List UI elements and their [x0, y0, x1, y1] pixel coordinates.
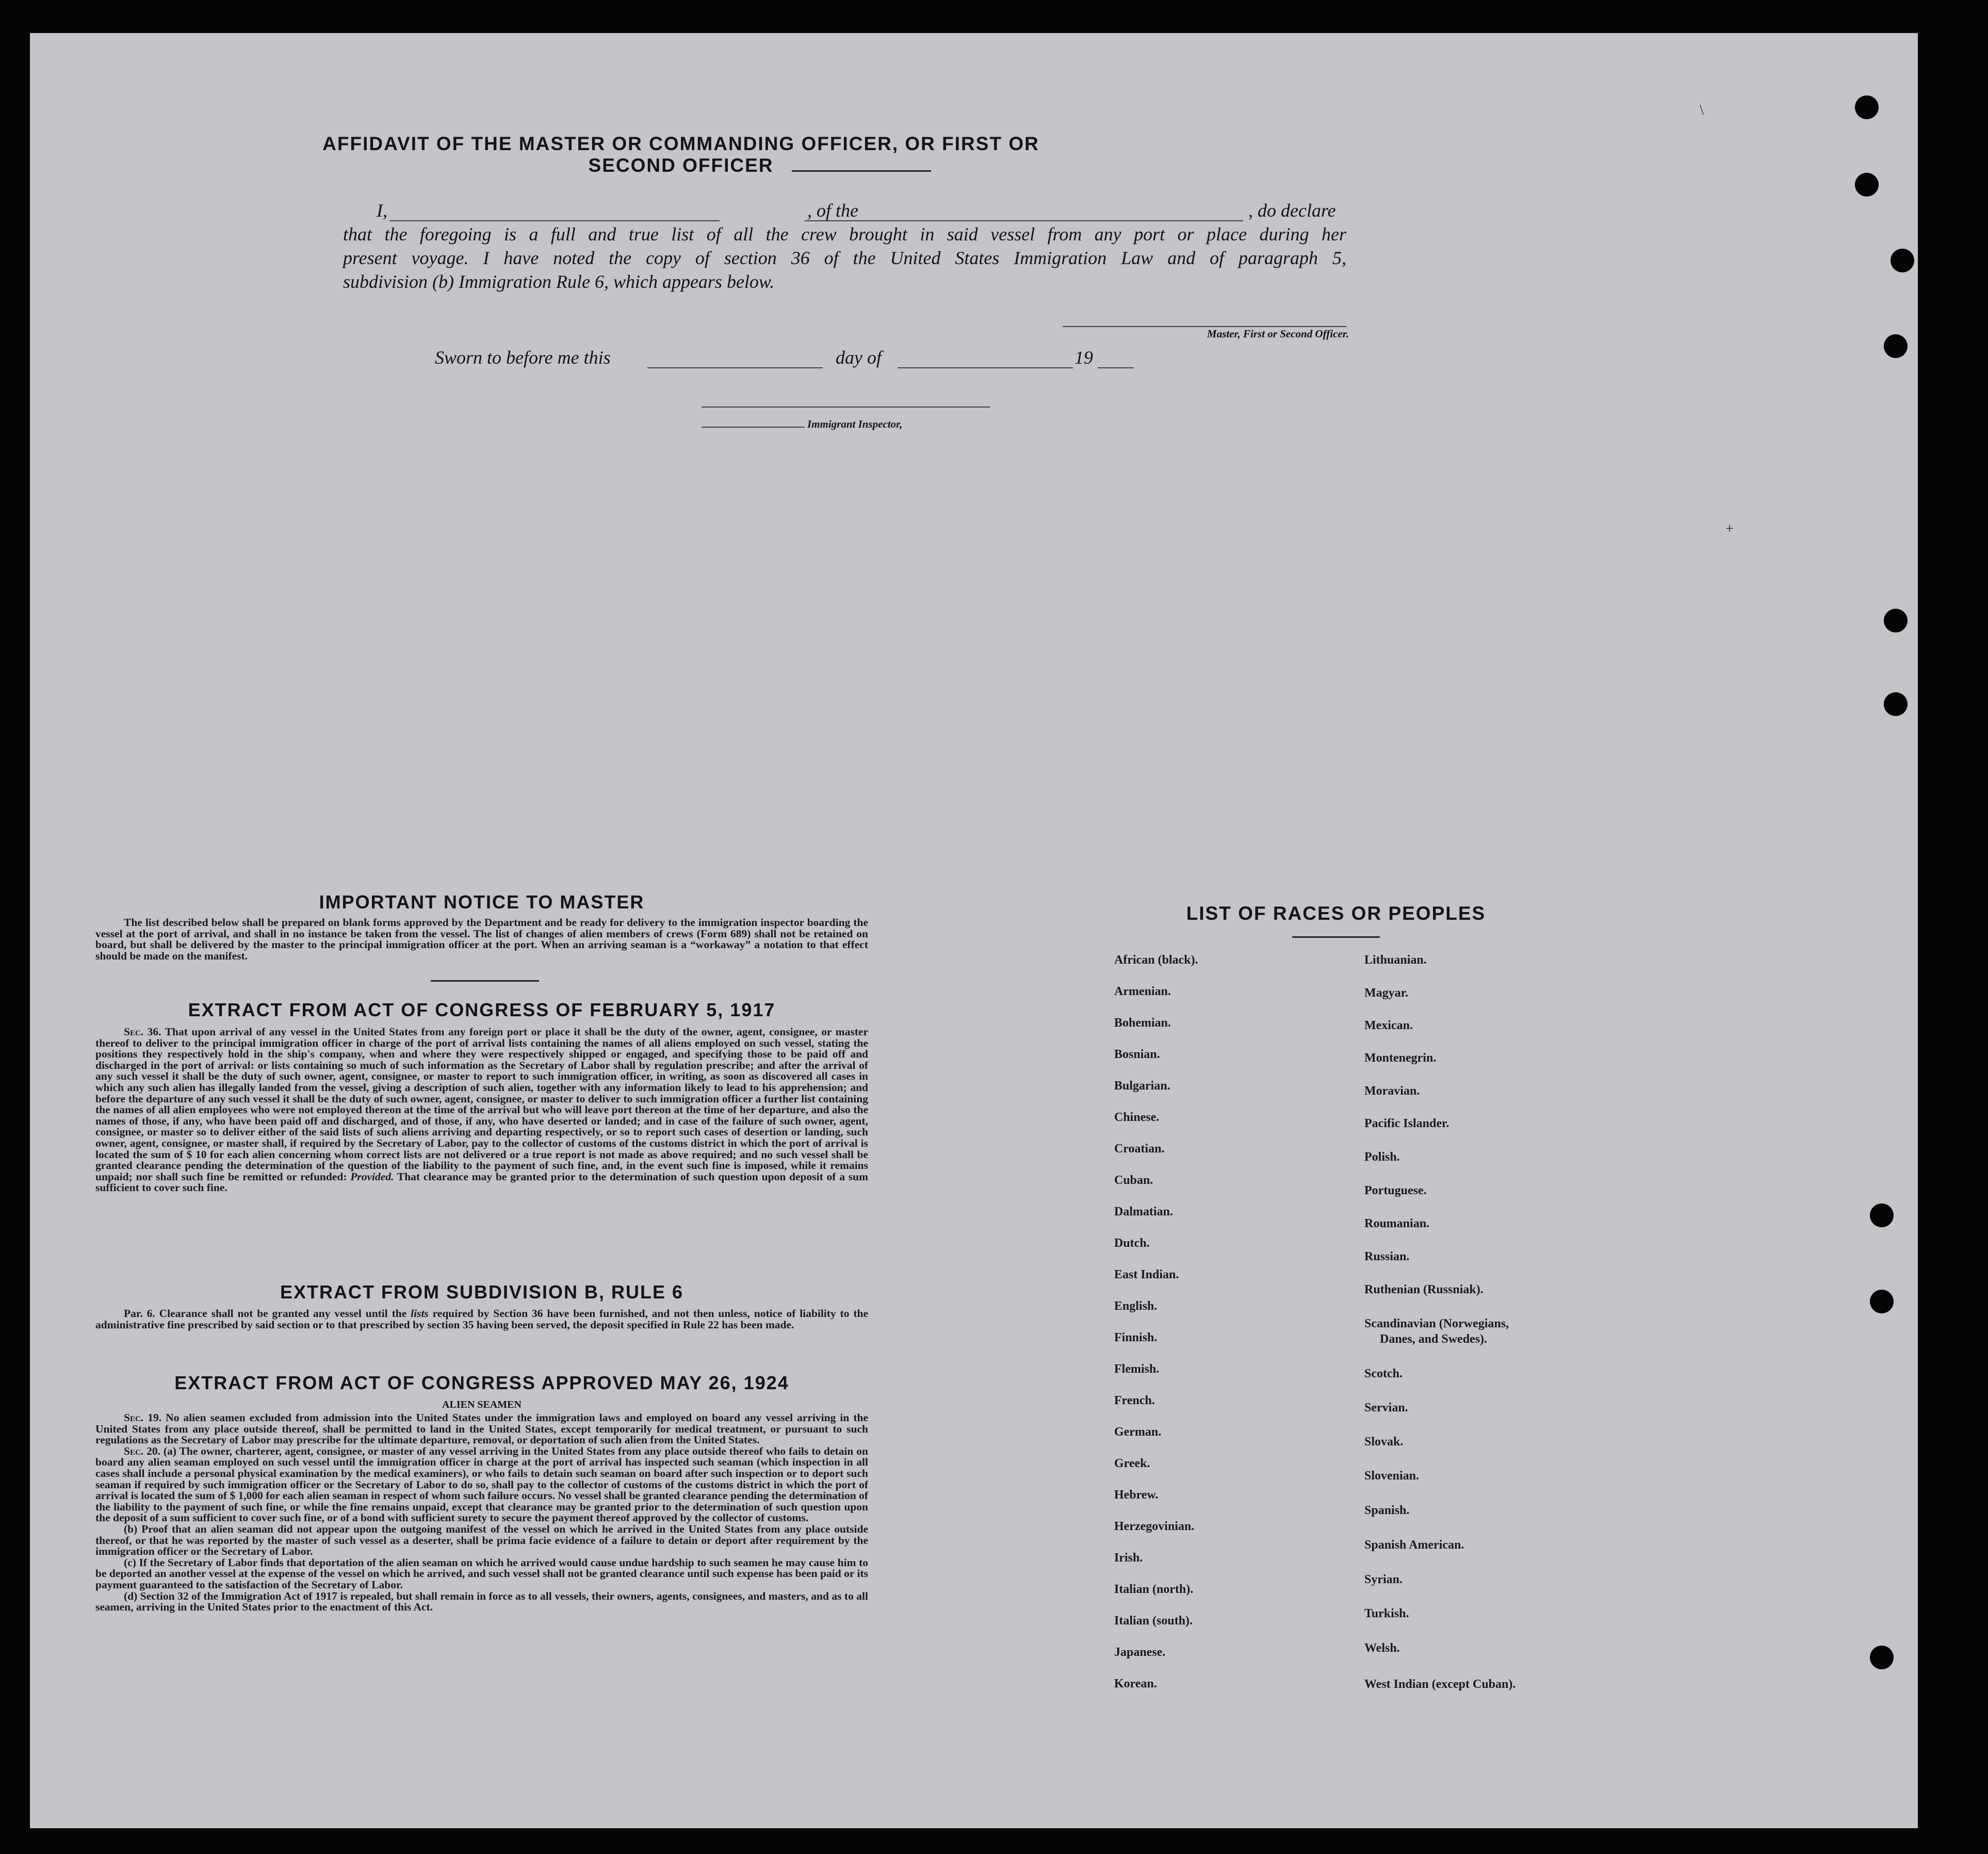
- signature-blank-field[interactable]: [1063, 326, 1346, 327]
- races-rule: [1292, 936, 1380, 938]
- alien-seamen-subtitle: ALIEN SEAMEN: [442, 1399, 522, 1410]
- binder-hole: [1884, 692, 1908, 716]
- race-item: Herzegovinian.: [1114, 1520, 1195, 1533]
- race-item: Lithuanian.: [1364, 953, 1427, 967]
- race-item: Scandinavian (Norwegians,: [1364, 1317, 1509, 1330]
- extract-1917-title: EXTRACT FROM ACT OF CONGRESS OF FEBRUARY 5, 1917: [188, 999, 776, 1020]
- race-item: Slovenian.: [1364, 1469, 1420, 1483]
- race-item: Italian (south).: [1114, 1614, 1193, 1628]
- race-item: East Indian.: [1114, 1268, 1179, 1281]
- race-item: Greek.: [1114, 1457, 1150, 1470]
- race-item: Russian.: [1364, 1250, 1410, 1263]
- race-item: Spanish.: [1364, 1504, 1410, 1517]
- binder-hole: [1884, 609, 1908, 632]
- race-item: Scotch.: [1364, 1367, 1403, 1380]
- stray-mark: +: [1725, 521, 1734, 537]
- race-item: English.: [1114, 1299, 1158, 1313]
- sworn-day-of-text: day of: [836, 347, 882, 368]
- binder-hole: [1855, 173, 1879, 197]
- binder-hole: [1891, 249, 1914, 272]
- binder-hole: [1855, 95, 1879, 119]
- affidavit-i: I,: [377, 200, 387, 221]
- race-item: Danes, and Swedes).: [1380, 1332, 1488, 1346]
- race-item: Welsh.: [1364, 1641, 1400, 1655]
- race-item: Turkish.: [1364, 1607, 1409, 1620]
- binder-hole: [1884, 334, 1908, 358]
- name-blank-field[interactable]: [389, 220, 720, 221]
- affidavit-line: present voyage. I have noted the copy of section 36 of the United States Immigration Law and of paragraph 5,: [343, 248, 1346, 268]
- race-item: Portuguese.: [1364, 1184, 1427, 1197]
- races-title: LIST OF RACES OR PEOPLES: [1186, 903, 1486, 924]
- affidavit-title: AFFIDAVIT OF THE MASTER OR COMMANDING OFFICER, OR FIRST OR SECOND OFFICER: [322, 133, 1039, 176]
- title-rule: [792, 170, 931, 172]
- race-item: Servian.: [1364, 1401, 1408, 1414]
- race-item: Bulgarian.: [1114, 1079, 1170, 1093]
- race-item: Flemish.: [1114, 1362, 1160, 1376]
- extract-rule6-text: Par. 6. Clearance shall not be granted any vessel until the lists required by Section 36 have been furnished, and not then unless, notice of liability to the administrative fine prescribed by said section or to that prescribed by section 35 having been served, the deposit specified in Rule 22 has been made.: [95, 1307, 869, 1331]
- race-item: Dutch.: [1114, 1237, 1150, 1250]
- affidavit-of-the: , of the: [807, 200, 858, 221]
- inspector-blank-field[interactable]: [702, 406, 990, 408]
- stray-mark: \: [1700, 102, 1704, 118]
- race-item: African (black).: [1114, 953, 1198, 967]
- race-item: West Indian (except Cuban).: [1364, 1678, 1516, 1691]
- extract-1924-title: EXTRACT FROM ACT OF CONGRESS APPROVED MAY 26, 1924: [174, 1372, 789, 1393]
- sworn-year-text: 19: [1074, 347, 1093, 368]
- race-item: Bosnian.: [1114, 1048, 1160, 1061]
- affidavit-line: that the foregoing is a full and true list of all the crew brought in said vessel from any port or place during her: [343, 224, 1346, 245]
- race-item: Dalmatian.: [1114, 1205, 1173, 1218]
- affidavit-line: subdivision (b) Immigration Rule 6, which appears below.: [343, 271, 775, 292]
- race-item: Italian (north).: [1114, 1583, 1194, 1596]
- race-item: Syrian.: [1364, 1573, 1403, 1586]
- race-item: Finnish.: [1114, 1331, 1158, 1344]
- extract-rule6-title: EXTRACT FROM SUBDIVISION B, RULE 6: [280, 1281, 684, 1303]
- race-item: Bohemian.: [1114, 1016, 1171, 1030]
- inspector-label: Immigrant Inspector,: [807, 418, 903, 430]
- binder-hole: [1870, 1646, 1894, 1669]
- sworn-text: Sworn to before me this: [435, 347, 611, 368]
- race-item: German.: [1114, 1425, 1162, 1439]
- master-signature-label: Master, First or Second Officer.: [1207, 328, 1349, 340]
- race-item: Korean.: [1114, 1677, 1157, 1690]
- race-item: French.: [1114, 1394, 1155, 1407]
- race-item: Armenian.: [1114, 985, 1171, 998]
- affidavit-do-declare: , do declare: [1248, 200, 1336, 221]
- notice-rule: [431, 980, 539, 982]
- sworn-year-blank-field[interactable]: [1098, 367, 1134, 368]
- binder-hole: [1870, 1290, 1894, 1313]
- extract-1924-text: Sec. 19. No alien seamen excluded from admission into the United States under the immigration laws and employed on board any vessel arriving in the United States from any place outside thereof, shall be permitted to land in the United States, except temporarily for medical treatment, or pursuant to such regulations as the Secretary of Labor may prescribe for the ultimate departure, removal, or deportation of such alien from the United States. Sec. 20. (a) The owner, charterer, agent, consignee, or master of any vessel arriving in the United States from any place outside thereof who fails to detain on board any alien seaman employed on such vessel until the immigration officer in charge at the port of arrival has inspected such seaman (which inspection in all cases shall include a personal physical examination by the medical examiners), or who fails to detain such seaman on board after such inspection or to deport such seaman if required by such immigration officer or the Secretary of Labor to do so, shall pay to the collector of customs of the customs district in which the port of arrival is located the sum of $ 1,000 for each alien seaman in respect of whom such failure occurs. No vessel shall be granted clearance pending the determination of the liability to the payment of such fine, or while the fine remains unpaid, except that clearance may be granted prior to the determination of such question upon the deposit of a sum sufficient to cover such fine, or of a bond with sufficient surety to secure the payment thereof approved by the collector of customs. (b) Proof that an alien seaman did not appear upon the outgoing manifest of the vessel on which he arrived in the United States from any place outside thereof, or that he was reported by the master of such vessel as a deserter, shall be prima facie evidence of a failure to detain or deport after requirement by the immigration officer or the Secretary of Labor. (c) If the Secretary of Labor finds that deportation of the alien seaman on which he arrived would cause undue hardship to such seamen he may cause him to be deported an another vessel at the expense of the vessel on which he arrived, and such vessel shall not be granted clearance until such expense has been paid or its payment guaranteed to the satisfaction of the Secretary of Labor. (d) Section 32 of the Immigration Act of 1917 is repealed, but shall remain in force as to all vessels, their owners, agents, consignees, and masters, and as to all seamen, arriving in the United States prior to the enactment of this Act.: [95, 1411, 869, 1614]
- race-item: Roumanian.: [1364, 1217, 1430, 1230]
- race-item: Chinese.: [1114, 1111, 1160, 1124]
- race-item: Moravian.: [1364, 1084, 1420, 1098]
- race-item: Ruthenian (Russniak).: [1364, 1283, 1484, 1296]
- race-item: Japanese.: [1114, 1646, 1166, 1659]
- race-item: Mexican.: [1364, 1019, 1413, 1032]
- race-item: Polish.: [1364, 1150, 1400, 1164]
- inspector-blank-field-short[interactable]: [702, 427, 805, 428]
- affidavit-body: [343, 199, 1346, 294]
- race-item: Croatian.: [1114, 1142, 1165, 1156]
- binder-hole: [1870, 1204, 1894, 1227]
- race-item: Pacific Islander.: [1364, 1117, 1449, 1130]
- race-item: Slovak.: [1364, 1435, 1404, 1449]
- sworn-day-blank-field[interactable]: [647, 367, 823, 368]
- notice-title: IMPORTANT NOTICE TO MASTER: [319, 891, 645, 913]
- race-item: Irish.: [1114, 1551, 1143, 1565]
- extract-1917-text: Sec. 36. That upon arrival of any vessel in the United States from any foreign port or place it shall be the duty of the owner, agent, consignee, or master thereof to deliver to the principal immigration officer in charge of the port of arrival lists containing the names of all aliens employed on such vessel, stating the positions they respectively hold in the ship's company, when and where they were respectively shipped or engaged, and specifying those to be paid off and discharged in the port of arrival: or lists containing so much of such information as the Secretary of Labor shall by regulation prescribe; and after the arrival of any such vessel it shall be the duty of such owner, agent, consignee, or master to report to such immigration officer, in writing, as soon as discovered all cases in which any such alien has illegally landed from the vessel, giving a description of such alien, together with any information likely to lead to his apprehension; and before the departure of any such vessel it shall be the duty of such owner, agent, consignee, or master to deliver to such immigration officer a further list containing the names of all alien employees who were not employed thereon at the time of the arrival but who will leave port thereon at the time of her departure, and also the names of those, if any, who have been paid off and discharged, and of those, if any, who have deserted or landed; and in case of the failure of such owner, agent, consignee, or master so to deliver either of the said lists of such aliens arriving and departing respectively, or so to report such cases of desertion or landing, such owner, agent, consignee, or master shall, if required by the Secretary of Labor, pay to the collector of customs of the customs district in which the port of arrival is located the sum of $ 10 for each alien concerning whom correct lists are not delivered or a true report is not made as above required; and no such vessel shall be granted clearance pending the determination of the question of the liability to the payment of such fine, and, in the event such fine is imposed, while it remains unpaid; nor shall such fine be remitted or refunded: Provided. That clearance may be granted prior to the determination of such question upon deposit of a sum sufficient to cover such fine.: [95, 1026, 868, 1194]
- race-item: Spanish American.: [1364, 1538, 1464, 1552]
- vessel-blank-field[interactable]: [805, 220, 1243, 221]
- race-item: Cuban.: [1114, 1174, 1153, 1187]
- sworn-month-blank-field[interactable]: [898, 367, 1073, 368]
- race-item: Hebrew.: [1114, 1488, 1159, 1502]
- notice-text: The list described below shall be prepared on blank forms approved by the Department and be ready for delivery to the immigration inspector boarding the vessel at the port of arrival, and shall in no instance be taken from the vessel. The list of changes of alien members of crews (Form 689) shall not be retained on board, but shall be delivered by the master to the principal immigration officer at the port. When an arriving seaman is a “workaway” a notation to that effect should be made on the manifest.: [95, 916, 868, 962]
- race-item: Magyar.: [1364, 986, 1409, 1000]
- race-item: Montenegrin.: [1364, 1051, 1437, 1065]
